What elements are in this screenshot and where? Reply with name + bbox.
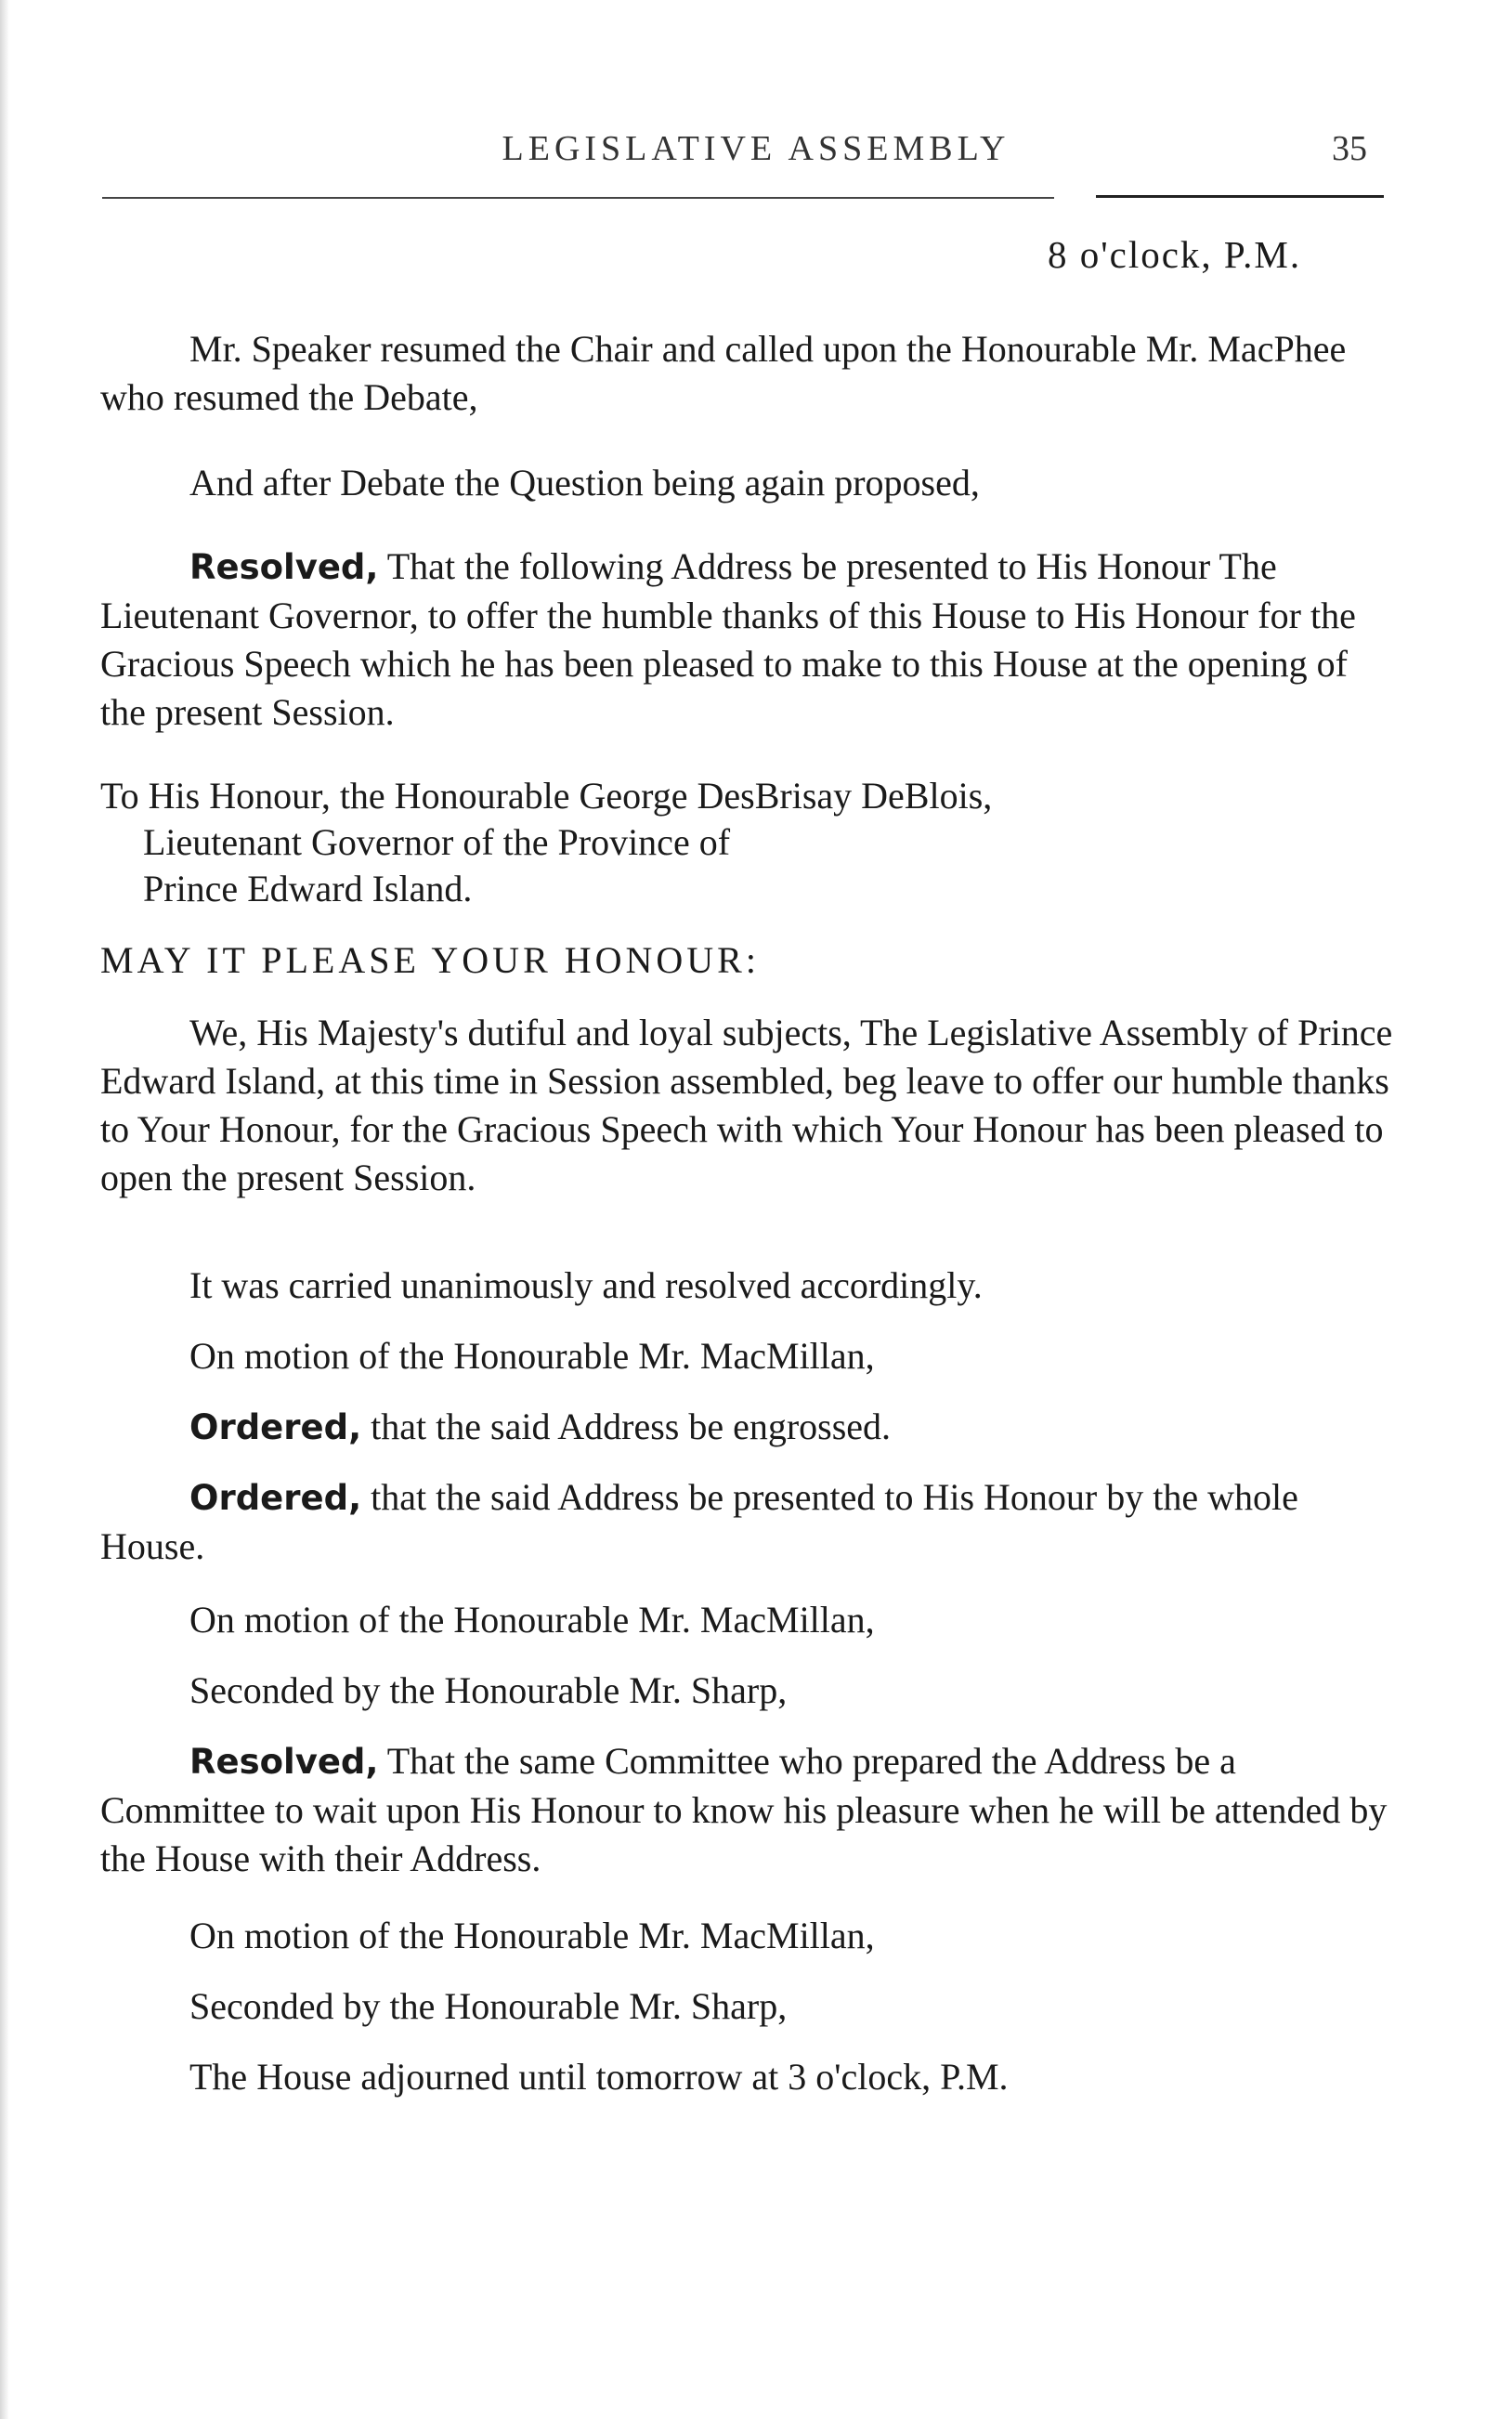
paragraph-text: Seconded by the Honourable Mr. Sharp, [189,1985,788,2027]
paragraph-address-body [100,1009,1393,1202]
paragraph-text: On motion of the Honourable Mr. MacMillan, [189,1599,875,1641]
paragraph-text: We, His Majesty's dutiful and loyal subjects, The Legislative Assembly of Prince Edward Island, at this time in Session assembled, beg leave to offer our humble thanks to Your Honour, for the Gracious Speech with which Your Honour has been pleased to open the present Session. [100,1012,1393,1198]
paragraph-text: that the said Address be engrossed. [371,1406,892,1447]
paragraph-text: On motion of the Honourable Mr. MacMillan, [189,1915,875,1956]
ordered-label: Ordered, [189,1478,362,1518]
paragraph-motion [100,1912,1393,1960]
address-line: Lieutenant Governor of the Province of [143,821,731,863]
address-line: Prince Edward Island. [143,868,473,909]
paragraph-motion [100,1332,1393,1380]
paragraph-adjourned [100,2053,1393,2101]
paragraph-ordered-engrossed [100,1403,1393,1452]
resolved-label: Resolved, [189,547,379,587]
salutation: MAY IT PLEASE YOUR HONOUR: [100,939,760,981]
paragraph-text: that the said Address be presented to His Honour by the whole House. [100,1476,1298,1567]
paragraph-text: The House adjourned until tomorrow at 3 o'clock, P.M. [189,2056,1009,2098]
page-header [0,128,1512,184]
paragraph-text: That the following Address be presented to His Honour The Lieutenant Governor, to offer the humble thanks of this House to His Honour for the Gracious Speech which he has been pleased to make to this House at the opening of the present Session. [100,545,1356,733]
paragraph-text: Mr. Speaker resumed the Chair and called upon the Honourable Mr. MacPhee who resumed the Debate, [100,328,1347,418]
page-edge-shadow [0,0,9,2419]
address-block [100,773,1393,912]
paragraph-resolved-committee [100,1737,1393,1883]
running-title: LEGISLATIVE ASSEMBLY [502,129,1010,168]
page-number: 35 [1332,129,1367,168]
paragraph-seconded [100,1667,1393,1715]
paragraph-after-debate [100,459,1393,507]
header-rule-right [1096,195,1384,198]
header-rule-left [102,197,1054,199]
paragraph-carried [100,1262,1393,1310]
paragraph-text: On motion of the Honourable Mr. MacMillan, [189,1335,875,1377]
paragraph-motion [100,1596,1393,1644]
paragraph-text: And after Debate the Question being again proposed, [189,462,980,503]
paragraph-seconded [100,1982,1393,2031]
resolved-label: Resolved, [189,1742,379,1782]
paragraph-text: Seconded by the Honourable Mr. Sharp, [189,1669,788,1711]
paragraph-ordered-presented [100,1473,1393,1571]
paragraph-resolved-address [100,543,1393,737]
time-heading: 8 o'clock, P.M. [1048,233,1302,276]
paragraph-text: It was carried unanimously and resolved accordingly. [189,1264,983,1306]
paragraph-speaker-resumed [100,325,1393,422]
ordered-label: Ordered, [189,1407,362,1447]
address-line: To His Honour, the Honourable George DesBrisay DeBlois, [100,775,993,817]
paragraph-text: That the same Committee who prepared the Address be a Committee to wait upon His Honour to know his pleasure when he will be attended by the House with their Address. [100,1740,1388,1879]
